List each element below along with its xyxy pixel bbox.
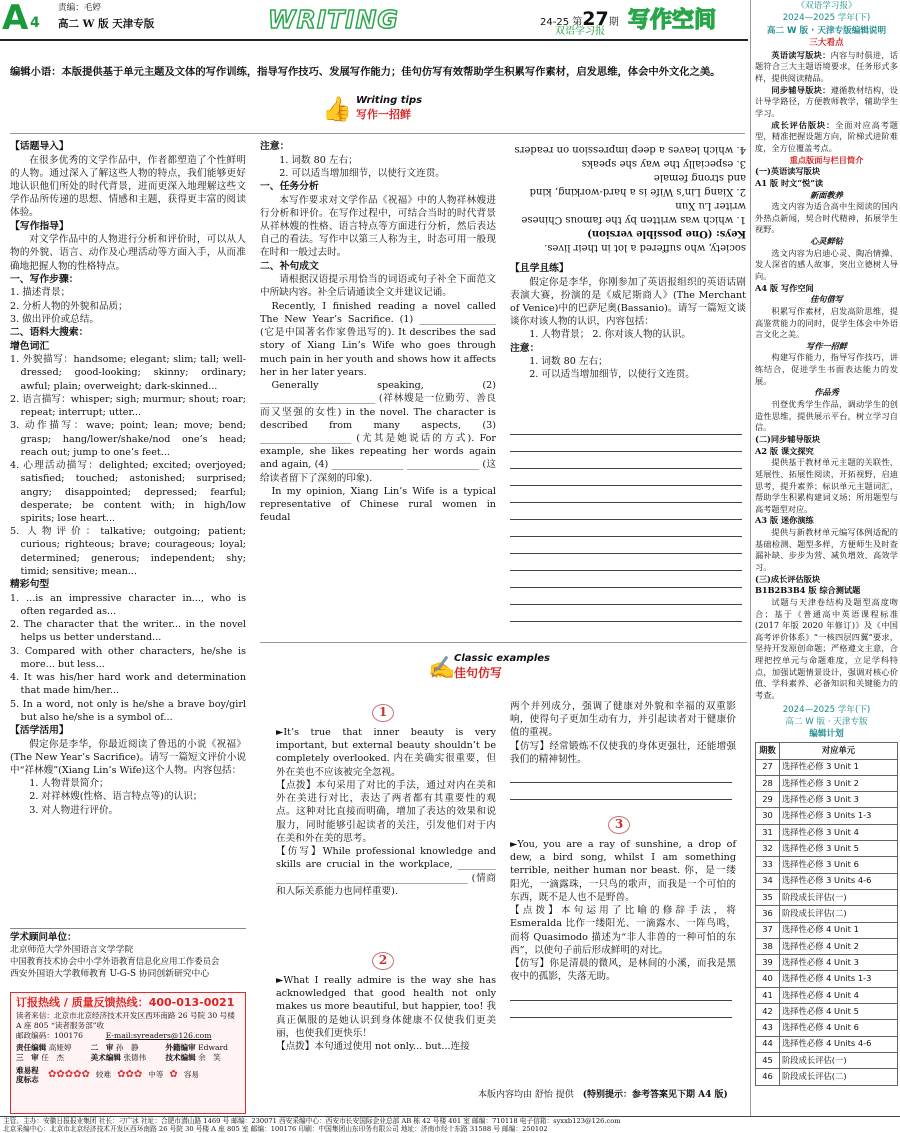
plan-table <box>755 742 898 1085</box>
table-header: 期数 <box>756 743 780 759</box>
sidebar-focus-title: 重点版面与栏目简介 <box>789 154 864 165</box>
example-imitation: 【仿写】经常锻炼不仅使我的身体更强壮，还能增强我们的精神韧性。 <box>510 740 736 765</box>
postcode-email: 邮政编码：100176 E-mail:syreaders@126.com <box>16 1031 212 1041</box>
issue-number: 41 <box>756 987 780 1003</box>
answer-keys-flipped <box>510 142 746 254</box>
unit-name: 选择性必修 3 Units 4-6 <box>780 873 898 889</box>
table-row <box>756 759 898 775</box>
column-3 <box>510 262 746 382</box>
table-row <box>756 955 898 971</box>
section-heading: 【写作指导】 <box>10 220 69 232</box>
writing-title: WRITING <box>268 5 399 34</box>
advisor-item: 北京师范大学外国语言文学学院 <box>10 945 134 956</box>
sidebar-intro-item <box>755 85 898 120</box>
paragraph: 1. 描述背景； <box>10 287 71 299</box>
table-row <box>756 857 898 873</box>
quill-icon: ✍ <box>428 656 456 681</box>
column-1 <box>10 140 246 817</box>
answer-line[interactable] <box>510 783 732 800</box>
issue-number: 35 <box>756 889 780 905</box>
table-row <box>756 775 898 791</box>
answer-line[interactable] <box>510 766 732 783</box>
plan-table-body <box>756 759 898 1085</box>
paragraph: 1. 词数 80 左右； <box>529 356 608 368</box>
issue-number: 44 <box>756 1036 780 1052</box>
intro-title: 同步辅导版块： <box>771 84 831 95</box>
classic-banner-cn: 佳句仿写 <box>454 666 503 680</box>
table-row <box>756 922 898 938</box>
section-heading: 【话题导入】 <box>10 141 69 152</box>
paragraph: 1. ...is an impressive character in..., who is often regarded as... <box>10 592 246 617</box>
issue-number: 32 <box>756 841 780 857</box>
sidebar-section: (二)同步辅导版块 <box>755 433 821 444</box>
answer-line[interactable] <box>510 503 742 520</box>
section-heading: 【且学且练】 <box>510 263 569 274</box>
example-analysis: 【点拨】本句采用了对比的手法，通过对内在美和外在美进行对比，表达了两者都有其重要性的观点。这种对比直接而明确，增加了表达的效果和说服力，同时能够引起读者的关注，引发他们对于内在美和外在美的思考。 <box>276 779 496 844</box>
issue-number: 29 <box>756 792 780 808</box>
section-heading: 二、语料大搜索： <box>10 327 89 339</box>
edition-letter: A <box>2 0 29 38</box>
issue-number: 37 <box>756 922 780 938</box>
paragraph: 2. 分析人物的外貌和品质； <box>10 300 128 312</box>
intro-title: 英语读写版块： <box>771 49 831 60</box>
example-sentence: ►You, you are a ray of sunshine, a drop of dew, a bird song, whilst I am something terrible, neither human nor beast. 你，是一缕阳光，一滴露珠，一只鸟的歌声，而我是一个可怕的东西，既不是人也不是野兽。 <box>510 839 736 903</box>
intro-desc: 内容与时俱进，话题符合三大主题语境要求，任务形式多样，提供阅读精品。 <box>755 49 898 84</box>
answer-line[interactable] <box>510 984 732 1001</box>
section-heading: 注意： <box>260 141 290 152</box>
example-1 <box>276 726 496 898</box>
issue-number: 40 <box>756 971 780 987</box>
staff-item: 技术编辑 余 笑 <box>165 1052 221 1062</box>
key-item: 1. which was written by the famous Chinese writer Lu Xun <box>521 200 746 225</box>
sidebar-a1: A1 版 时文“悦”读 <box>755 177 824 188</box>
issue-number: 36 <box>756 906 780 922</box>
table-row <box>756 1069 898 1085</box>
section-heading: 二、补句成文 <box>260 260 319 272</box>
footer-line: 主管、主办：安徽日报报业集团 社长：刁广冰 社址：合肥市潜山路 1469 号 邮编：230071 西安采编中心：西安市长安国际企业总部 AB 栋 42 号楼 401 室 邮编：710118 电子信箱：syxxb123@126.com <box>3 1117 621 1125</box>
writing-lines <box>510 418 746 622</box>
sub-desc: 选文内容为适合高中生阅读的国内外热点新闻，契合时代精神，拓展学生视野。 <box>755 201 898 235</box>
unit-name: 选择性必修 4 Unit 3 <box>780 955 898 971</box>
sidebar-intro-item <box>755 50 898 85</box>
footer-line: 北京采编中心：北京市北京经济技术开发区西环南路 26 号院 30 号楼 A 座 805 室 邮编：100176 印刷：中国集团山东印务有限公司 地址：济南市经十东路 31588 号 邮编：250102 <box>3 1125 548 1133</box>
issue-number: 39 <box>756 955 780 971</box>
keys-heading: Keys: (One possible version) <box>587 228 746 239</box>
sub-title: 佳句借写 <box>810 294 843 305</box>
answer-line[interactable] <box>510 486 742 503</box>
answer-line[interactable] <box>510 588 742 605</box>
difficulty-mid-icon: ✿✿✿ <box>117 1069 143 1081</box>
classic-rule <box>260 642 747 643</box>
table-row <box>756 1020 898 1036</box>
key-item: 4. which leaves a deep impression on readers <box>514 144 746 155</box>
paragraph: 对文学作品中的人物进行分析和评价时，可以从人物的外貌、语言、动作及心理活动等方面入手，从而准确地把握人物的性格特点。 <box>10 234 246 272</box>
issue-number: 34 <box>756 873 780 889</box>
plan-header: 2024—2025 学年(下) 高二 W 版 · 天津专版 编辑计划 <box>782 704 871 740</box>
issue-line: 24-25 第27期 <box>540 8 619 30</box>
answer-line[interactable] <box>510 554 742 571</box>
sidebar-a2: A2 版 课文探究 <box>755 445 814 456</box>
column-2 <box>260 140 496 525</box>
paper-name: 双语学习报 <box>555 26 605 37</box>
unit-name: 选择性必修 4 Units 1-3 <box>780 971 898 987</box>
issue-number: 46 <box>756 1069 780 1085</box>
table-row <box>756 824 898 840</box>
key-item: society, who suffered a lot in their lives. <box>544 242 746 253</box>
sidebar-b: B1B2B3B4 版 综合测试题 <box>755 585 861 596</box>
reader-address: 读者来信：北京市北京经济技术开发区西环南路 26 号院 30 号楼 A 座 805 “读者服务部”收 <box>16 1010 235 1031</box>
page-number: 4 <box>30 15 40 31</box>
unit-name: 选择性必修 4 Unit 1 <box>780 922 898 938</box>
sidebar-a3-desc: 提供与新教材单元编写体例适配的基础检测、题型多样，方便师生及时查漏补缺、步步为营、减负增效、高效学习。 <box>755 527 898 572</box>
section-heading: 精彩句型 <box>10 579 50 591</box>
difficulty-easy-icon: ✿ <box>169 1069 178 1081</box>
unit-name: 阶段成长评估(一) <box>780 889 898 905</box>
example-sentence: ►What I really admire is the way she has acknowledged that good health not only makes us more beautiful, but happier, too! 我真正佩服的是她认识到身体健康不仅使我们更美丽，也使我们更快乐！ <box>276 975 496 1039</box>
paragraph: 4. 心理活动描写：delighted; excited; overjoyed; satisfied; touched; astonished; surprised; angry; disappointed; depressed; fearful; desperate; be content with; in high/low spirits; lose heart... <box>10 460 246 524</box>
paragraph: 2. 可以适当增加细节，以使行文连贯。 <box>279 167 445 179</box>
example-number-2: 2 <box>372 952 394 970</box>
sub-title: 心灵鲜钻 <box>810 236 843 247</box>
example-number-1: 1 <box>372 704 394 722</box>
paragraph: 在很多优秀的文学作品中，作者都塑造了个性鲜明的人物。通过深入了解这些人物的特点，我们能够更好地认识他们所处的时代背景，进而更深入地理解这些文学作品所传递的思想、情感和主题，获得更丰富的阅读体验。 <box>10 154 246 219</box>
example-sentence: ►It’s true that inner beauty is very important, but external beauty shouldn’t be completely overlooked. 内在美确实很重要，但外在美也不应该被完全忽视。 <box>276 727 496 778</box>
example-number-3: 3 <box>608 816 630 834</box>
table-row <box>756 906 898 922</box>
paragraph: 2. The character that the writer... in the novel helps us better understand... <box>10 619 246 644</box>
unit-name: 选择性必修 3 Unit 4 <box>780 824 898 840</box>
sidebar-a2-desc: 提供基于教材单元主题的关联性、延展性、拓展性阅读，开拓视野，启迪思考，提升素养；标识单元主题词汇，帮助学生积累构建词义场；所用题型与高考题型对应。 <box>755 457 898 514</box>
unit-name: 阶段成长评估(一) <box>780 1052 898 1068</box>
answer-line[interactable] <box>510 1001 732 1018</box>
example-2-continued <box>510 700 736 800</box>
sidebar-section: (一)英语读写版块 <box>755 166 821 177</box>
answer-line[interactable] <box>510 520 742 537</box>
issue-number: 30 <box>756 808 780 824</box>
paragraph: 假定你是李华，你刚参加了英语报组织的英语话剧表演大赛，扮演的是《威尼斯商人》(The Merchant of Venice)中的巴萨尼奥(Bassanio)。请写一篇短文谈谈你对该人物的认识，内容包括： <box>510 276 746 328</box>
paragraph: 本写作要求对文学作品《祝福》中的人物祥林嫂进行分析和评价。在写作过程中，可结合当时的时代背景从祥林嫂的性格、语言特点等方面进行分析，然后表达自己的看法。写作中以第三人称为主，时态可用一般现在时和一般过去时。 <box>260 194 496 259</box>
paragraph: In my opinion, Xiang Lin’s Wife is a typical representative of Chinese rural women in feudal <box>260 485 496 524</box>
paragraph: 5. 人物评价：talkative; outgoing; patient; curious; righteous; brave; courageous; loyal; determined; generous; independent; shy; timid; sensitive; mean... <box>10 526 246 577</box>
sidebar-a1-items <box>755 190 898 283</box>
paragraph: 5. In a word, not only is he/she a brave boy/girl but also he/she is a symbol of... <box>10 698 246 723</box>
staff-list <box>16 1043 240 1064</box>
sub-desc: 选文内容为启迪心灵、陶冶情操、发人深省的感人故事，突出立德树人导向。 <box>755 247 898 281</box>
advisor-item: 西安外国语大学教师教育 U-G-S 协同创新研究中心 <box>10 968 210 979</box>
paragraph: 1. 人物背景； 2. 你对该人物的认识。 <box>529 329 691 341</box>
paragraph: 4. It was his/her hard work and determination that made him/her... <box>10 672 246 697</box>
table-header: 对应单元 <box>780 743 898 759</box>
provider-line: 本版内容均由 舒怡 提供 (特别提示：参考答案见下期 A4 版) <box>478 1090 728 1100</box>
paragraph: 3. 动作描写：wave; point; lean; move; bend; grasp; hang/lower/shake/nod one’s head; reach out; jump to one’s feet... <box>10 420 246 458</box>
table-row <box>756 971 898 987</box>
paragraph: 2. 语言描写：whisper; sigh; murmur; shout; roar; repeat; interrupt; utter... <box>10 393 246 419</box>
sidebar-a4: A4 版 写作空间 <box>755 282 814 293</box>
example-2 <box>276 974 496 1053</box>
sub-title: 新面教养 <box>810 189 843 200</box>
key-item: 3. especially the way she speaks <box>581 158 746 169</box>
intro-desc: 遵循教材结构，设计导学路径，方便教师教学，辅助学生学习。 <box>755 84 898 119</box>
sidebar-a4-items <box>755 294 898 434</box>
table-row <box>756 792 898 808</box>
unit-name: 选择性必修 3 Units 1-3 <box>780 808 898 824</box>
unit-name: 选择性必修 3 Unit 1 <box>780 759 898 775</box>
intro-title: 成长评估版块： <box>771 119 836 130</box>
banner-rule <box>10 133 745 134</box>
table-row <box>756 987 898 1003</box>
footer <box>0 1116 900 1133</box>
editor-note: 编辑小语：本版提供基于单元主题及文体的写作训练，指导写作技巧、发展写作能力；佳句仿写有效帮助学生积累写作素材，启发思维，体会中外文化之美。 <box>10 66 721 78</box>
section-heading: 增色词汇 <box>10 340 50 352</box>
example-analysis-cont: 两个并列成分，强调了健康对外貌和幸福的双重影响，使得句子更加生动有力，并引起读者对于健康价值的重视。 <box>510 701 736 739</box>
writing-tips-banner <box>322 94 442 126</box>
sidebar-b-desc: 试题与天津卷结构及题型高度吻合；基于《普通高中英语课程标准(2017 年版 2020 年修订)》及《中国高考评价体系》“一核四层四翼”要求，坚持开发原创命题；严格遵文主意，合理把控单元与命题难度，立足学科特点，加强试题情景设计，强调对核心价值、学科素养、必备知识和关键能力的考查。 <box>755 596 898 701</box>
sub-desc: 积累写作素材，启发高阶思维，提高鉴赏能力的同时，促学生体会中外语言文化之美。 <box>755 305 898 340</box>
unit-name: 选择性必修 3 Unit 2 <box>780 775 898 791</box>
key-item: 2. Xiang Lin’s Wife is a hard-working, kind and strong female <box>529 172 746 197</box>
sub-title: 写作一招鲜 <box>806 340 847 351</box>
table-row <box>756 1052 898 1068</box>
sub-desc: 构建写作能力，指导写作技巧，讲练结合，促进学生书面表达能力的发展。 <box>755 352 898 386</box>
answer-line[interactable] <box>510 537 742 554</box>
unit-name: 选择性必修 4 Unit 5 <box>780 1004 898 1020</box>
issue-number: 42 <box>756 1004 780 1020</box>
section-heading: 一、任务分析 <box>260 180 319 192</box>
tips-banner-cn: 写作一招鲜 <box>356 108 411 121</box>
unit-name: 选择性必修 4 Unit 4 <box>780 987 898 1003</box>
paragraph: 2. 对祥林嫂(性格、语言特点等)的认识； <box>29 791 203 803</box>
example-imitation: 【仿写】你是清晨的微风，是林间的小溪，而我是黑夜中的孤影，失落无助。 <box>510 958 736 983</box>
issue-number: 45 <box>756 1052 780 1068</box>
table-row <box>756 873 898 889</box>
sidebar-header: 《双语学习报》 2024—2025 学年(下) 高二 W 版 · 天津专版编辑说明 三大看点 <box>766 1 887 49</box>
issue-number: 43 <box>756 1020 780 1036</box>
edition-label: 高二 W 版 天津专版 <box>58 18 155 30</box>
paragraph: 3. 对人物进行评价。 <box>29 804 119 816</box>
staff-item: 外籍编审 Edward <box>165 1042 229 1052</box>
example-3 <box>510 838 736 1018</box>
paragraph: 1. 外貌描写：handsome; elegant; slim; tall; well-dressed; good-looking; skinny; ordinary; awful; plain; overweight; dark-skinned... <box>10 354 246 392</box>
hotline: 订报热线 / 质量反馈热线：400-013-0021 <box>16 996 235 1009</box>
answer-line[interactable] <box>510 418 742 435</box>
sidebar <box>750 0 898 1116</box>
issue-number: 38 <box>756 938 780 954</box>
issue-number: 33 <box>756 857 780 873</box>
advisor-item: 中国教育技术协会中小学外语教育信息化应用工作委员会 <box>10 956 220 967</box>
difficulty-hard-icon: ✿✿✿✿✿ <box>48 1069 90 1081</box>
contact-box <box>10 992 246 1114</box>
example-imitation: 【仿写】While professional knowledge and skills are crucial in the workplace, ________ ________________________________________ (情商和人际关系能力也同样重要). <box>276 846 496 897</box>
paragraph: 1. 词数 80 左右； <box>279 154 358 166</box>
paragraph: Generally speaking, (2) ________________________ (祥林嫂是一位勤劳、善良而又坚强的女性) in the novel. The character is described from many aspects, (3) ___________________ (尤其是她说话的方式). For example, she likes repeating her words again and again, (4) _______________ _______________ (这给读者留下了深刻的印象). <box>260 380 496 484</box>
advisors-title: 学术顾问单位： <box>10 932 77 943</box>
unit-name: 选择性必修 3 Unit 6 <box>780 857 898 873</box>
issue-number: 28 <box>756 775 780 791</box>
table-row <box>756 889 898 905</box>
paragraph: 1. 人物背景简介； <box>29 778 109 790</box>
paragraph: 假定你是李华，你最近阅读了鲁迅的小说《祝福》(The New Year’s Sacrifice)。请写一篇短文评价小说中“祥林嫂”(Xiang Lin’s Wife)这个人物。内容包括： <box>10 738 246 776</box>
unit-name: 选择性必修 4 Unit 2 <box>780 938 898 954</box>
sidebar-intro <box>755 50 898 155</box>
header-rule <box>0 39 748 41</box>
answer-line[interactable] <box>510 452 742 469</box>
unit-name: 阶段成长评估(二) <box>780 1069 898 1085</box>
answer-line[interactable] <box>510 435 742 452</box>
table-row <box>756 1036 898 1052</box>
issue-number: 27 <box>756 759 780 775</box>
unit-name: 选择性必修 4 Unit 6 <box>780 1020 898 1036</box>
issue-number: 31 <box>756 824 780 840</box>
staff-item: 美术编辑 张德伟 <box>90 1052 147 1062</box>
advisors-box <box>10 928 246 980</box>
example-analysis: 【点拨】本句运用了比喻的修辞手法，将 Esmeralda 比作一缕阳光、一滴露水、一阵鸟鸣，而将 Quasimodo 描述为“非人非兽的一种可怕的东西”，以使句子前后形成鲜明的对比。 <box>510 905 736 956</box>
unit-name: 选择性必修 4 Units 4-6 <box>780 1036 898 1052</box>
example-analysis: 【点拨】本句通过使用 not only... but...连接 <box>276 1041 470 1053</box>
classic-banner-en: Classic examples <box>454 653 550 664</box>
section-heading: 一、写作步骤： <box>10 273 79 285</box>
editor: 责编：毛婷 <box>58 3 101 13</box>
tips-banner-en: Writing tips <box>356 95 423 106</box>
sidebar-intro-item <box>755 120 898 155</box>
sub-title: 作品秀 <box>814 387 839 398</box>
unit-name: 选择性必修 3 Unit 3 <box>780 792 898 808</box>
section-title: 写作空间 <box>628 8 717 33</box>
section-heading: 【活学活用】 <box>10 725 69 736</box>
answer-line[interactable] <box>510 469 742 486</box>
staff-item: 责任编辑 高娅婷 <box>16 1042 72 1052</box>
table-row <box>756 808 898 824</box>
thumbs-up-icon: 👍 <box>322 95 352 123</box>
unit-name: 阶段成长评估(二) <box>780 906 898 922</box>
paragraph: 2. 可以适当增加细节，以使行文连贯。 <box>529 369 695 381</box>
paragraph: 请根据汉语提示用恰当的词语或句子补全下面范文中所缺内容。补全后请通读全文并建议记诵。 <box>260 274 496 299</box>
answer-line[interactable] <box>510 605 742 622</box>
answer-line[interactable] <box>510 571 742 588</box>
paragraph: 3. Compared with other characters, he/she is more... but less... <box>10 645 246 670</box>
table-row <box>756 1004 898 1020</box>
sub-desc: 刊登优秀学生作品，调动学生的创造性思维，提供展示平台，树立学习自信。 <box>755 399 898 433</box>
paragraph: 3. 做出评价或总结。 <box>10 313 99 325</box>
paragraph: Recently, I finished reading a novel called The New Year’s Sacrifice. (1) ________________ (它是中国著名作家鲁迅写的). It describes the sad story of Xiang Lin’s Wife who goes through much pain in her youth and shows how it affects her in her later years. <box>260 300 496 378</box>
unit-name: 选择性必修 3 Unit 5 <box>780 841 898 857</box>
intro-desc: 全面对应高考题型，精准把握设题方向，阶梯式进阶难度，全方位覆盖考点。 <box>755 119 898 153</box>
sidebar-section: (三)成长评估版块 <box>755 573 821 584</box>
table-row <box>756 841 898 857</box>
staff-item: 三 审 任 杰 <box>16 1052 64 1062</box>
section-heading: 注意： <box>510 342 540 354</box>
staff-item: 二 审 孙 静 <box>90 1042 139 1052</box>
difficulty-legend: 难易程度标志 ✿✿✿✿✿ 较难 ✿✿✿ 中等 ✿ 容易 <box>16 1066 199 1085</box>
sidebar-a3: A3 版 迷你演练 <box>755 515 814 526</box>
table-row <box>756 938 898 954</box>
classic-banner <box>428 650 568 686</box>
